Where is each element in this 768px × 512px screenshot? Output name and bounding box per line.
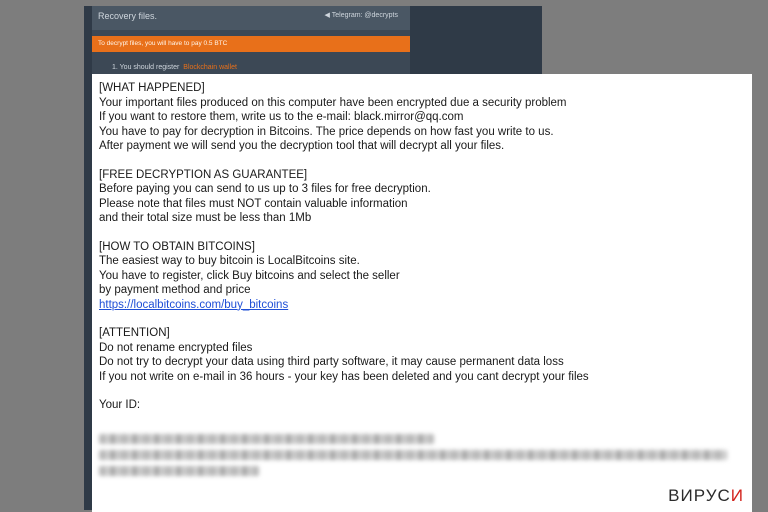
recovery-title: Recovery files.	[98, 11, 158, 21]
blurred-id	[99, 434, 739, 482]
watermark-logo	[668, 486, 744, 506]
blurred-id-line	[99, 450, 727, 460]
heading-what-happened: [WHAT HAPPENED]	[99, 82, 205, 94]
note-line: You have to register, click Buy bitcoins and select the seller	[99, 269, 400, 282]
note-line: After payment we will send you the decryption tool that will decrypt all your files.	[99, 140, 505, 152]
note-line: Your important files produced on this computer have been encrypted due a security problem	[99, 96, 567, 109]
watermark-main: ВИРУС	[668, 486, 731, 505]
note-line: You have to pay for decryption in Bitcoins. The price depends on how fast you write to us.	[99, 125, 554, 138]
blockchain-wallet-link[interactable]: Blockchain wallet	[183, 64, 237, 71]
blurred-id-line	[99, 434, 434, 444]
telegram-contact[interactable]: ◀ Telegram: @decrypts	[324, 12, 398, 19]
ransom-note-window	[92, 74, 752, 512]
heading-attention: [ATTENTION]	[99, 327, 170, 339]
blurred-id-line	[99, 466, 259, 476]
note-line: If you not write on e-mail in 36 hours - your key has been deleted and you cant decrypt your files	[99, 370, 589, 383]
note-line: Do not rename encrypted files	[99, 341, 253, 354]
watermark-accent: И	[730, 486, 744, 505]
step-1	[112, 64, 237, 71]
background-window-edge	[84, 74, 92, 510]
note-line: The easiest way to buy bitcoin is LocalBitcoins site.	[99, 255, 360, 267]
note-line: Do not try to decrypt your data using third party software, it may cause permanent data loss	[99, 356, 564, 368]
your-id-label: Your ID:	[99, 399, 141, 411]
note-line: and their total size must be less than 1Mb	[99, 212, 312, 224]
localbitcoins-link[interactable]: https://localbitcoins.com/buy_bitcoins	[99, 298, 289, 311]
payment-banner: To decrypt files, you will have to pay 0.5 BTC	[92, 36, 410, 52]
note-line: Please note that files must NOT contain valuable information	[99, 197, 408, 210]
note-line: If you want to restore them, write us to the e-mail: black.mirror@qq.com	[99, 111, 464, 123]
step-1-text: 1. You should register	[112, 64, 180, 71]
note-line: by payment method and price	[99, 284, 251, 296]
heading-how-to-obtain: [HOW TO OBTAIN BITCOINS]	[99, 240, 255, 253]
recovery-titlebar	[92, 6, 410, 30]
heading-free-decryption: [FREE DECRYPTION AS GUARANTEE]	[99, 168, 308, 181]
note-line: Before paying you can send to us up to 3 files for free decryption.	[99, 183, 431, 195]
recovery-panel	[92, 6, 410, 76]
ransom-note-text	[99, 81, 739, 413]
